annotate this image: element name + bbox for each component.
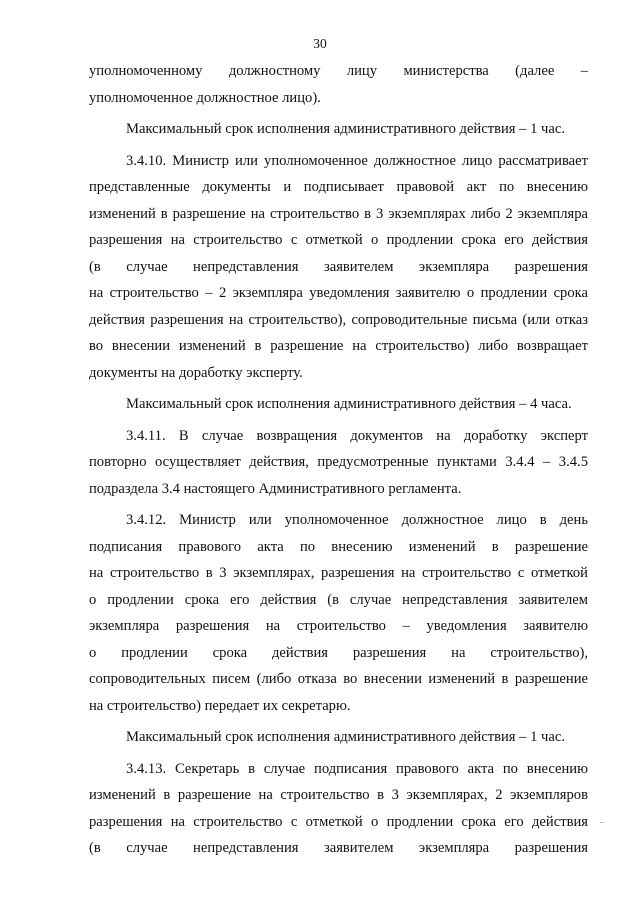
text-line: представленные документы и подписывает правовой акт по внесению bbox=[89, 179, 588, 195]
text-line: о продлении срока его действия (в случае непредставления заявителем bbox=[89, 591, 588, 608]
paragraph bbox=[89, 116, 588, 143]
text-line: изменений в разрешение на строительство в 3 экземплярах либо 2 экземпляра bbox=[89, 205, 588, 222]
text-line: уполномоченному должностному лицу министерства (далее – bbox=[89, 63, 588, 79]
text-line: 3.4.12. Министр или уполномоченное должностное лицо в день bbox=[126, 512, 588, 528]
text-line: подраздела 3.4 настоящего Административного регламента. bbox=[89, 480, 462, 497]
text-line: 3.4.11. В случае возвращения документов на доработку эксперт bbox=[126, 427, 588, 444]
paragraph bbox=[89, 756, 588, 862]
text-line: Максимальный срок исполнения административного действия – 1 час. bbox=[126, 121, 565, 137]
text-line: разрешения на строительство с отметкой о продлении срока его действия bbox=[89, 813, 588, 830]
paragraph bbox=[89, 423, 588, 503]
text-line: (в случае непредставления заявителем экземпляра разрешения bbox=[89, 840, 588, 856]
text-line: разрешения на строительство с отметкой о продлении срока его действия bbox=[89, 232, 588, 248]
text-line: о продлении срока действия разрешения на строительство), bbox=[89, 644, 588, 661]
text-line: документы на доработку эксперту. bbox=[89, 364, 303, 381]
text-line: на строительство в 3 экземплярах, разрешения на строительство с отметкой bbox=[89, 565, 588, 581]
document-body bbox=[89, 58, 588, 862]
text-line: экземпляра разрешения на строительство – уведомления заявителю bbox=[89, 618, 588, 634]
paragraph bbox=[89, 148, 588, 387]
text-line: 3.4.13. Секретарь в случае подписания правового акта по внесению bbox=[126, 760, 588, 777]
paragraph bbox=[89, 58, 588, 111]
text-line: на строительство) передает их секретарю. bbox=[89, 697, 351, 714]
text-line: (в случае непредставления заявителем экземпляра разрешения bbox=[89, 258, 588, 275]
text-line: повторно осуществляет действия, предусмотренные пунктами 3.4.4 – 3.4.5 bbox=[89, 454, 588, 470]
text-line: на строительство – 2 экземпляра уведомления заявителю о продлении срока bbox=[89, 285, 588, 301]
page-number: 30 bbox=[313, 36, 327, 51]
text-line: 3.4.10. Министр или уполномоченное должностное лицо рассматривает bbox=[126, 152, 588, 169]
paragraph bbox=[89, 724, 588, 751]
text-line: подписания правового акта по внесению изменений в разрешение bbox=[89, 538, 588, 555]
text-line: уполномоченное должностное лицо). bbox=[89, 89, 321, 106]
paragraph bbox=[89, 391, 588, 418]
paragraph bbox=[89, 507, 588, 719]
text-line: изменений в разрешение на строительство в 3 экземплярах, 2 экземпляров bbox=[89, 787, 588, 803]
scan-artifact bbox=[600, 822, 604, 823]
text-line: Максимальный срок исполнения административного действия – 1 час. bbox=[126, 729, 565, 745]
text-line: Максимальный срок исполнения административного действия – 4 часа. bbox=[126, 396, 572, 412]
text-line: действия разрешения на строительство), сопроводительные письма (или отказ bbox=[89, 311, 588, 328]
text-line: во внесении изменений в разрешение на строительство) либо возвращает bbox=[89, 338, 588, 354]
text-line: сопроводительных писем (либо отказа во внесении изменений в разрешение bbox=[89, 671, 588, 687]
